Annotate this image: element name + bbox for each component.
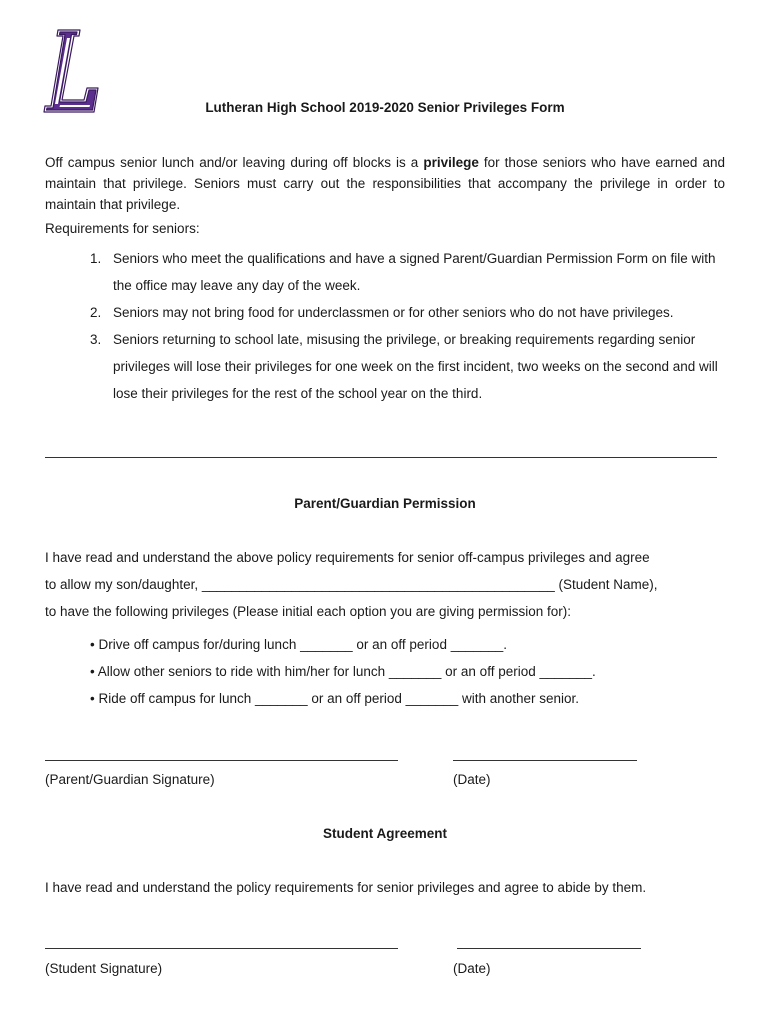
- parent-date-line[interactable]: [453, 760, 637, 761]
- list-number: 1.: [90, 251, 102, 266]
- agreement-text: I have read and understand the policy requirements for senior privileges and agree to abide by them.: [45, 880, 647, 895]
- permission-line-1: I have read and understand the above policy requirements for senior off-campus privileges and agree: [45, 550, 650, 565]
- student-name-field[interactable]: to allow my son/daughter, _______________________________________________ (Student Name),: [45, 577, 658, 592]
- form-title: Lutheran High School 2019-2020 Senior Privileges Form: [205, 100, 565, 115]
- list-number: 2.: [90, 305, 102, 320]
- parent-signature-line[interactable]: [45, 760, 398, 761]
- requirements-label: Requirements for seniors:: [45, 221, 200, 236]
- list-number: 3.: [90, 332, 102, 347]
- section-divider: [45, 457, 717, 458]
- requirements-list: [90, 245, 726, 407]
- option-allow-riders[interactable]: • Allow other seniors to ride with him/her for lunch _______ or an off period _______.: [90, 664, 596, 679]
- parent-signature-caption: (Parent/Guardian Signature): [45, 772, 215, 787]
- student-date-caption: (Date): [453, 961, 491, 976]
- parent-date-caption: (Date): [453, 772, 491, 787]
- list-item: [90, 245, 726, 299]
- agreement-heading: Student Agreement: [322, 826, 447, 841]
- list-text: Seniors returning to school late, misusing the privilege, or breaking requirements regarding senior privileges will lose their privileges for one week on the first incident, two weeks on the second and will lose their privileges for the rest of the school year on the third.: [113, 332, 718, 401]
- option-drive-off-campus[interactable]: • Drive off campus for/during lunch _______ or an off period _______.: [90, 637, 508, 652]
- intro-bold-word: privilege: [423, 155, 479, 170]
- intro-paragraph: [45, 152, 725, 215]
- student-signature-line[interactable]: [45, 948, 398, 949]
- permission-line-3: to have the following privileges (Please initial each option you are giving permission for):: [45, 604, 572, 619]
- list-text: Seniors may not bring food for underclassmen or for other seniors who do not have privileges.: [113, 305, 674, 320]
- student-date-line[interactable]: [457, 948, 641, 949]
- permission-heading: Parent/Guardian Permission: [294, 496, 476, 511]
- list-item: [90, 299, 726, 326]
- intro-text-start: Off campus senior lunch and/or leaving during off blocks is a: [45, 155, 424, 170]
- intro-text-end: for those seniors who have earned and maintain that privilege. Seniors must carry out the responsibilities that accompany the privilege in order to maintain that privilege.: [45, 155, 725, 212]
- student-signature-caption: (Student Signature): [45, 961, 163, 976]
- list-item: [90, 326, 726, 407]
- list-text: Seniors who meet the qualifications and have a signed Parent/Guardian Permission Form on file with the office may leave any day of the week.: [113, 251, 716, 293]
- option-ride-with-senior[interactable]: • Ride off campus for lunch _______ or an off period _______ with another senior.: [90, 691, 580, 706]
